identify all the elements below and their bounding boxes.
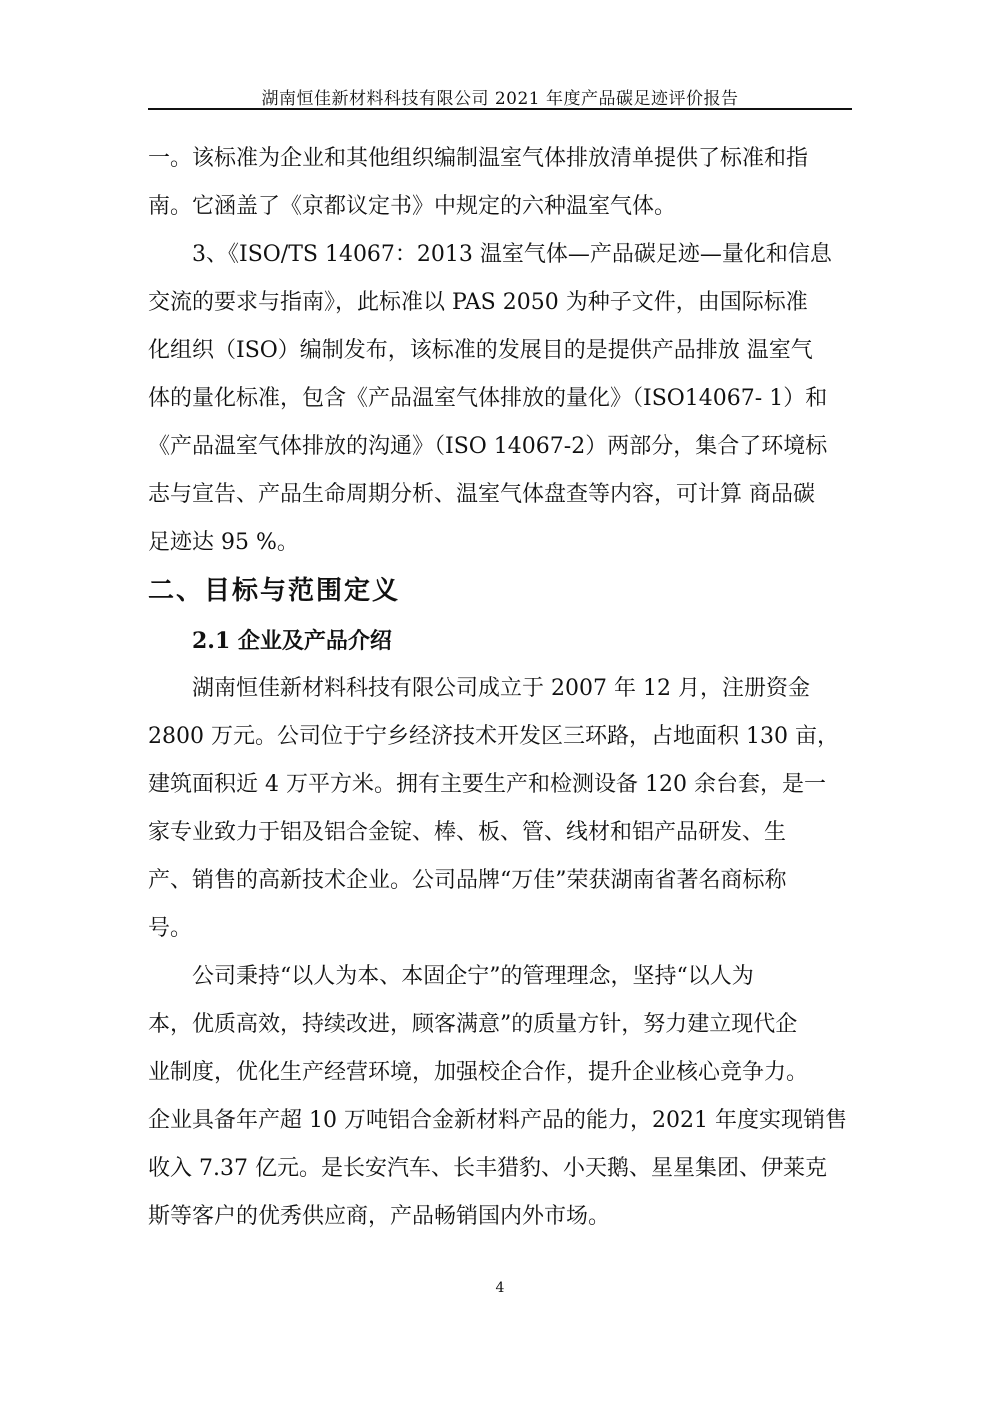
body-line: 《产品温室气体排放的沟通》（ISO 14067-2）两部分，集合了环境标 (148, 434, 828, 459)
body-line: 斯等客户的优秀供应商，产品畅销国内外市场。 (148, 1204, 611, 1229)
subsection-heading: 2.1 企业及产品介绍 (192, 628, 392, 654)
body-line: 收入 7.37 亿元。是长安汽车、长丰猎豹、小天鹅、星星集团、伊莱克 (148, 1156, 827, 1181)
body-line: 3、《ISO/TS 14067：2013 温室气体—产品碳足迹—量化和信息 (192, 242, 832, 267)
body-line: 产、销售的高新技术企业。公司品牌“万佳”荣获湖南省著名商标称 (148, 868, 787, 893)
body-line: 体的量化标准，包含《产品温室气体排放的量化》（ISO14067- 1）和 (148, 386, 828, 411)
body-line: 一。该标准为企业和其他组织编制温室气体排放清单提供了标准和指 (148, 146, 809, 171)
body-line: 化组织（ISO）编制发布，该标准的发展目的是提供产品排放 温室气 (148, 338, 813, 363)
body-line: 湖南恒佳新材料科技有限公司成立于 2007 年 12 月，注册资金 (192, 676, 810, 701)
body-line: 号。 (148, 916, 193, 941)
body-line: 志与宣告、产品生命周期分析、温室气体盘查等内容，可计算 商品碳 (148, 482, 815, 507)
body-line: 业制度，优化生产经营环境，加强校企合作，提升企业核心竞争力。 (148, 1060, 809, 1085)
section-heading: 二、目标与范围定义 (148, 576, 401, 606)
page-number: 4 (495, 1280, 505, 1296)
header-rule (148, 108, 852, 110)
body-line: 南。它涵盖了《京都议定书》中规定的六种温室气体。 (148, 194, 677, 219)
body-line: 家专业致力于铝及铝合金锭、棒、板、管、线材和铝产品研发、生 (148, 820, 787, 845)
body-line: 足迹达 95 %。 (148, 530, 299, 555)
body-line: 2800 万元。公司位于宁乡经济技术开发区三环路，占地面积 130 亩， (148, 724, 839, 749)
body-line: 交流的要求与指南》，此标准以 PAS 2050 为种子文件，由国际标准 (148, 290, 808, 315)
body-line: 公司秉持“以人为本、本固企宁”的管理理念，坚持“以人为 (192, 964, 754, 989)
body-line: 建筑面积近 4 万平方米。拥有主要生产和检测设备 120 余台套，是一 (148, 772, 826, 797)
body-line: 企业具备年产超 10 万吨铝合金新材料产品的能力，2021 年度实现销售 (148, 1108, 847, 1133)
body-line: 本，优质高效，持续改进，顾客满意”的质量方针，努力建立现代企 (148, 1012, 798, 1037)
page-header: 湖南恒佳新材料科技有限公司 2021 年度产品碳足迹评价报告 (261, 89, 739, 109)
